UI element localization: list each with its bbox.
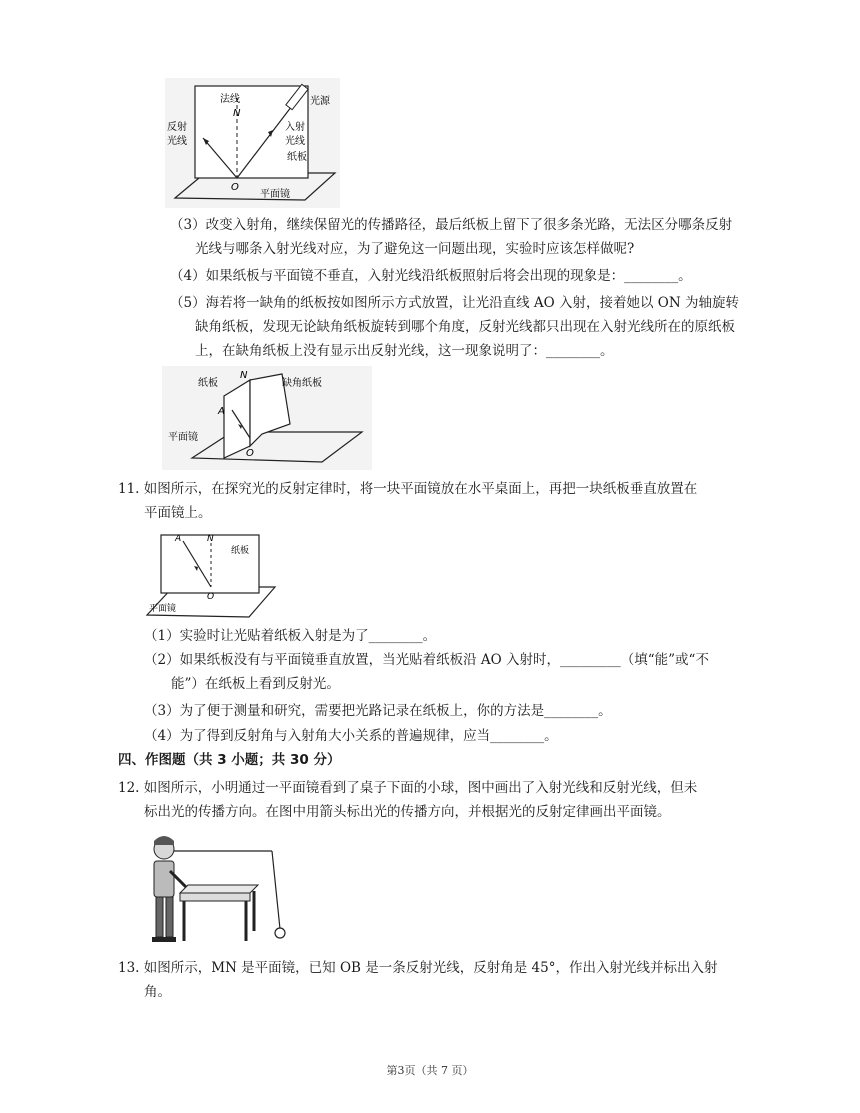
label-source: 光源 [310,96,330,107]
figure-reflection-experiment [165,78,340,208]
q11-stem-line1: 11. 如图所示，在探究光的反射定律时，将一块平面镜放在水平桌面上，再把一块纸板垂直放置在 [118,481,698,497]
figure-boy-table [140,829,295,951]
q13-stem-line2: 角。 [144,984,171,1000]
label-a: A [175,534,182,544]
label-normal: 法线 [220,94,240,105]
label-n: N [207,534,214,544]
ball-icon [275,928,285,938]
svg-text:光线: 光线 [285,136,305,147]
q11-part4: （4）为了得到反射角与入射角大小关系的普遍规律，应当________。 [144,728,558,744]
label-mirror: 平面镜 [260,189,290,200]
q11-part2-line2: 能”）在纸板上看到反射光。 [171,676,340,692]
label-card: 纸板 [198,378,218,389]
label-a: A [218,406,225,417]
q12-stem-line2: 标出光的传播方向。在图中用箭头标出光的传播方向，并根据光的反射定律画出平面镜。 [144,804,671,820]
label-notch-card: 缺角纸板 [282,378,322,389]
reflected-ray [272,851,280,929]
label-card: 纸板 [287,152,307,163]
q11-stem-line2: 平面镜上。 [144,505,212,521]
q10-part3-line2: 光线与哪条入射光线对应，为了避免这一问题出现，实验时应该怎样做呢? [195,241,635,257]
label-n: N [233,108,241,119]
svg-text:光线: 光线 [167,136,187,147]
section-heading: 四、作图题（共 3 小题；共 30 分） [118,752,341,768]
label-reflected: 反射 [167,122,187,133]
label-o: O [246,448,254,459]
q10-part5-line1: （5）海若将一缺角的纸板按如图所示方式放置，让光沿直线 AO 入射，接着她以 ON 为轴旋转 [170,295,739,311]
q10-part3-line1: （3）改变入射角，继续保留光的传播路径，最后纸板上留下了很多条光路，无法区分哪条反射 [170,217,733,233]
q12-stem-line1: 12. 如图所示，小明通过一平面镜看到了桌子下面的小球，图中画出了入射光线和反射光线，但未 [118,780,698,796]
q10-part5-line3: 上，在缺角纸板上没有显示出反射光线，这一现象说明了：________。 [195,343,614,359]
page-footer: 第3页（共 7 页） [386,1064,474,1077]
label-mirror: 平面镜 [168,432,198,443]
q10-part5-line2: 缺角纸板，发现无论缺角纸板旋转到哪个角度，反射光线都只出现在入射光线所在的原纸板 [195,319,735,335]
q13-stem-line1: 13. 如图所示，MN 是平面镜，已知 OB 是一条反射光线，反射角是 45°，作出入射光线并标出入射 [118,960,718,976]
label-n: N [240,370,248,381]
label-card: 纸板 [231,546,250,556]
q11-part3: （3）为了便于测量和研究，需要把光路记录在纸板上，你的方法是________。 [144,703,612,719]
figure-notched-card [162,366,372,470]
q11-part1: （1）实验时让光贴着纸板入射是为了________。 [144,628,437,644]
label-o: O [231,182,239,193]
label-incident: 入射 [285,122,305,133]
label-o: O [207,592,215,602]
q10-part4: （4）如果纸板与平面镜不垂直，入射光线沿纸板照射后将会出现的现象是：________。 [170,268,692,284]
label-mirror: 平面镜 [149,604,177,614]
boy-body-icon [154,861,174,897]
q11-part2-line1: （2）如果纸板没有与平面镜垂直放置，当光贴着纸板沿 AO 入射时，_________（填“能”或“不 [144,652,709,668]
figure-mirror-card [143,529,278,621]
table-top [180,885,258,893]
